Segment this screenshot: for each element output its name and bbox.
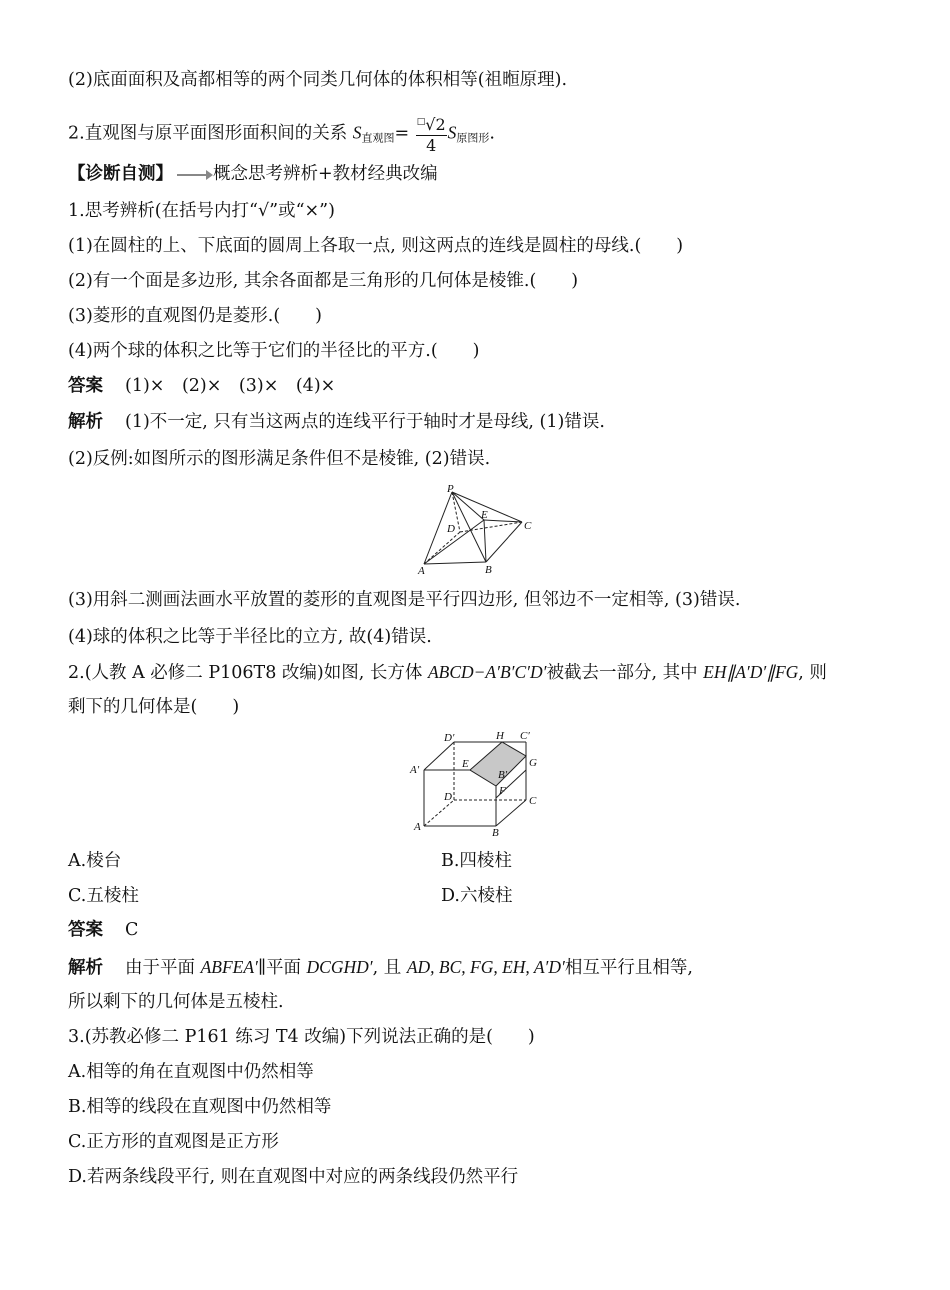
label-G: G (529, 757, 537, 769)
analysis-line: (4)球的体积之比等于半径比的立方, 故(4)错误. (68, 627, 432, 647)
answer-label: 答案 (68, 376, 103, 396)
arrow-icon (177, 174, 211, 176)
question-item: (1)在圆柱的上、下底面的圆周上各取一点, 则这两点的连线是圆柱的母线.( ) (68, 236, 684, 256)
math-text: ABFEA′ (200, 957, 258, 977)
option: D.若两条线段平行, 则在直观图中对应的两条线段仍然平行 (68, 1167, 519, 1187)
label-P: P (447, 483, 454, 495)
label-E: E (481, 509, 488, 521)
label-H: H (496, 730, 504, 742)
math-text: DCGHD′ (306, 957, 373, 977)
text-segment: 相互平行且相等, (564, 958, 693, 978)
answer-line (68, 918, 138, 942)
label-Cp: C′ (520, 730, 530, 742)
analysis-line (68, 410, 605, 434)
label-Dp: D′ (444, 732, 455, 744)
question-title (68, 660, 827, 685)
text-segment: 被截去一部分, 其中 (546, 663, 698, 683)
option: A.相等的角在直观图中仍然相等 (68, 1062, 314, 1082)
label-C: C (529, 795, 537, 807)
diagnostic-tag: 【诊断自测】 (68, 164, 173, 184)
option: C.五棱柱 (68, 886, 139, 906)
label-B: B (492, 827, 499, 838)
diagnostic-header (68, 162, 438, 186)
text-segment: , 则 (798, 663, 827, 683)
answer-label: 答案 (68, 920, 103, 940)
text-line: (2)底面面积及高都相等的两个同类几何体的体积相等(祖暅原理). (68, 70, 568, 90)
analysis-line: (2)反例:如图所示的图形满足条件但不是棱锥, (2)错误. (68, 449, 491, 469)
question-title: 1.思考辨析(在括号内打“√”或“×”) (68, 201, 335, 221)
label-E: E (462, 758, 469, 770)
fraction-numerator (416, 112, 447, 136)
text-segment: 2.(人教 A 必修二 P106T8 改编)如图, 长方体 (68, 663, 423, 683)
answer-text: C (125, 920, 139, 940)
analysis-line: 所以剩下的几何体是五棱柱. (68, 992, 284, 1012)
math-symbol: S (352, 122, 362, 143)
analysis-label: 解析 (68, 412, 103, 432)
option: B.相等的线段在直观图中仍然相等 (68, 1097, 332, 1117)
math-text: ABCD−A′B′C′D′ (427, 662, 547, 682)
root-value: √2 (425, 115, 446, 134)
text-segment: , 且 (372, 958, 402, 978)
text-segment: 由于平面 (125, 958, 195, 978)
question-item: (4)两个球的体积之比等于它们的半径比的平方.( ) (68, 341, 480, 361)
label-C: C (524, 520, 532, 532)
analysis-label: 解析 (68, 958, 103, 978)
area-relation-line (68, 112, 495, 156)
label-Ap: A′ (410, 764, 420, 776)
option: B.四棱柱 (441, 851, 512, 871)
label-D: D (447, 523, 455, 535)
subscript: 直观图 (361, 131, 395, 145)
analysis-line: (3)用斜二测画法画水平放置的菱形的直观图是平行四边形, 但邻边不一定相等, (3)错误. (68, 590, 741, 610)
diagnostic-subtitle: 概念思考辨析+教材经典改编 (213, 164, 438, 184)
question-title: 3.(苏教必修二 P161 练习 T4 改编)下列说法正确的是( ) (68, 1027, 535, 1047)
label-F: F (499, 785, 506, 797)
math-symbol: S (447, 122, 457, 143)
math-symbol: = (394, 123, 410, 144)
math-text: AD, BC, FG, EH, A′D′ (406, 957, 565, 977)
subscript: 原图形 (456, 131, 490, 145)
label-A: A (418, 565, 425, 576)
analysis-line (68, 955, 693, 980)
label-A: A (414, 821, 421, 833)
label-B: B (485, 564, 492, 576)
label-D: D (444, 791, 452, 803)
analysis-text: (1)不一定, 只有当这两点的连线平行于轴时才是母线, (1)错误. (125, 412, 605, 432)
option: A.棱台 (68, 851, 122, 871)
question-item: (3)菱形的直观图仍是菱形.( ) (68, 306, 323, 326)
answer-text: (1)× (2)× (3)× (4)× (125, 376, 336, 396)
fraction-denominator: 4 (426, 136, 437, 155)
question-title-cont: 剩下的几何体是( ) (68, 697, 240, 717)
fraction (416, 112, 447, 156)
math-text: EH∥A′D′∥FG (703, 662, 799, 682)
solid-figure-2 (408, 730, 548, 838)
answer-line (68, 374, 335, 398)
punctuation: . (489, 123, 495, 144)
option: D.六棱柱 (441, 886, 513, 906)
root-index: □ (416, 117, 426, 127)
option: C.正方形的直观图是正方形 (68, 1132, 279, 1152)
label-Bp: B′ (498, 769, 508, 781)
solid-figure-1 (412, 482, 542, 576)
question-item: (2)有一个面是多边形, 其余各面都是三角形的几何体是棱锥.( ) (68, 271, 579, 291)
text-segment: 2.直观图与原平面图形面积间的关系 (68, 123, 348, 144)
text-segment: ∥平面 (257, 958, 301, 978)
